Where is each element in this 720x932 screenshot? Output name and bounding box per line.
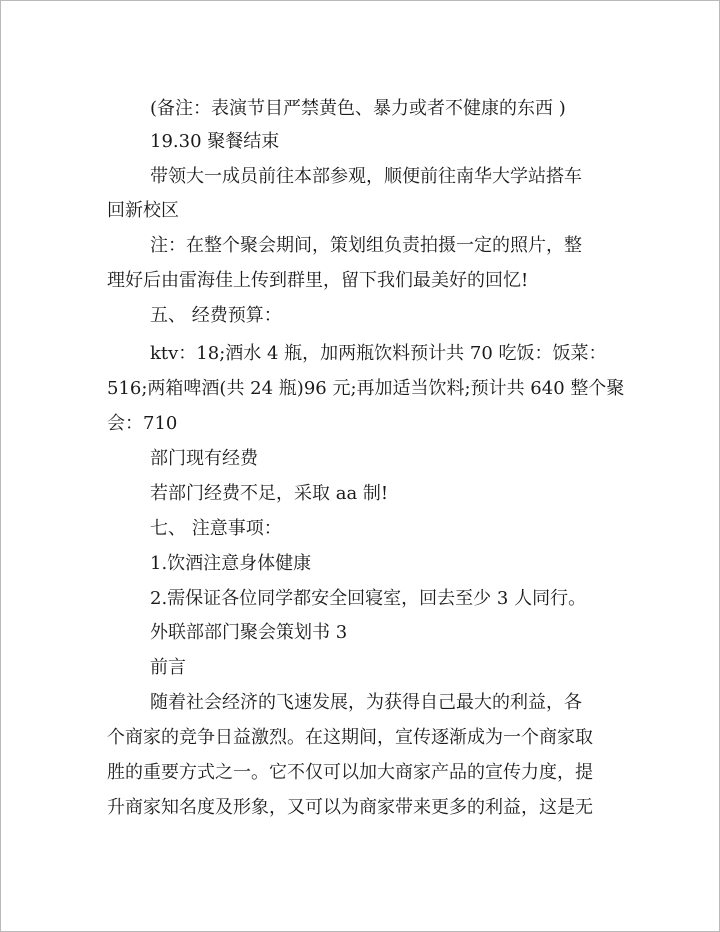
budget-line-3: 会：710 (107, 413, 178, 434)
budget-line-1: ktv：18;酒水 4 瓶，加两瓶饮料预计共 70 吃饭：饭菜： (150, 343, 607, 364)
dinner-end-line: 19.30 聚餐结束 (150, 131, 280, 152)
preface-line-1: 随着社会经济的飞速发展，为获得自己最大的利益，各 (150, 692, 582, 713)
note-line: (备注：表演节目严禁黄色、暴力或者不健康的东西 ) (150, 98, 566, 119)
campus-return-line: 回新校区 (107, 200, 179, 221)
preface-line-2: 个商家的竞争日益激烈。在这期间，宣传逐渐成为一个商家取 (107, 727, 593, 748)
photo-note-line-1: 注：在整个聚会期间，策划组负责拍摄一定的照片，整 (150, 235, 582, 256)
current-funds-line: 部门现有经费 (150, 448, 258, 469)
photo-note-line-2: 理好后由雷海佳上传到群里，留下我们最美好的回忆! (107, 270, 529, 291)
notes-item-2: 2.需保证各位同学都安全回寝室，回去至少 3 人同行。 (150, 588, 587, 609)
campus-visit-line: 带领大一成员前往本部参观，顺便前往南华大学站搭车 (150, 166, 582, 187)
section-title: 外联部部门聚会策划书 3 (150, 622, 348, 643)
notes-heading: 七、 注意事项： (150, 518, 282, 539)
budget-heading: 五、 经费预算： (150, 305, 282, 326)
budget-line-2: 516;两箱啤酒(共 24 瓶)96 元;再加适当饮料;预计共 640 整个聚 (107, 378, 625, 399)
aa-rule-line: 若部门经费不足，采取 aa 制! (150, 483, 389, 504)
notes-item-1: 1.饮酒注意身体健康 (150, 553, 312, 574)
preface-line-4: 升商家知名度及形象，又可以为商家带来更多的利益，这是无 (107, 797, 593, 818)
preface-heading: 前言 (150, 657, 186, 678)
preface-line-3: 胜的重要方式之一。它不仅可以加大商家产品的宣传力度，提 (107, 762, 593, 783)
